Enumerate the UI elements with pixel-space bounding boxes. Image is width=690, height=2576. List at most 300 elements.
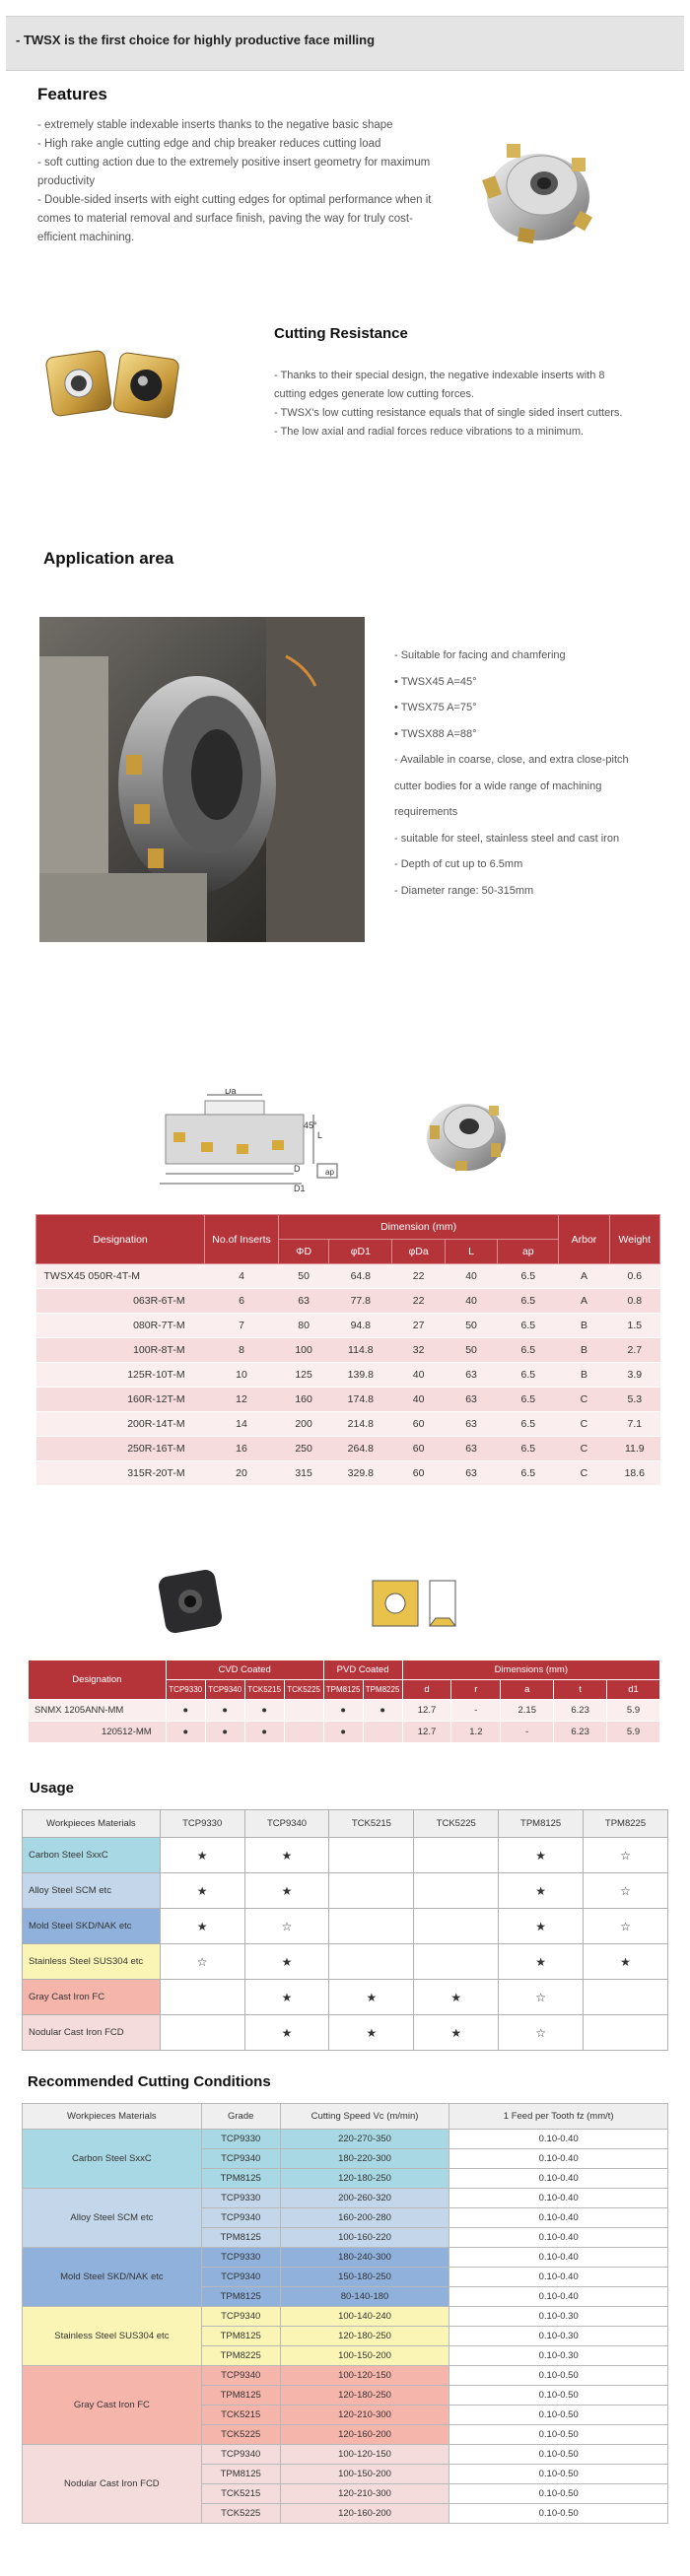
grade-mark: ● [205, 1722, 244, 1743]
grade-mark: ● [363, 1700, 402, 1722]
conditions-material: Nodular Cast Iron FCD [23, 2445, 202, 2524]
milling-cutter-image [461, 118, 609, 256]
table-row [23, 2445, 668, 2465]
usage-mark: ☆ [584, 1838, 668, 1873]
cell-d1: 329.8 [329, 1461, 392, 1486]
conditions-speed: 120-160-200 [280, 2425, 449, 2445]
cell-arbor: C [559, 1388, 609, 1412]
cell-d: 100 [278, 1338, 328, 1363]
resistance-text [274, 367, 668, 441]
cell-da: 40 [392, 1388, 445, 1412]
cell-dim: 6.23 [554, 1722, 607, 1743]
cell-d1: 139.8 [329, 1363, 392, 1388]
conditions-feed: 0.10-0.50 [449, 2504, 668, 2524]
col-inserts: No.of Inserts [205, 1215, 279, 1264]
usage-material: Nodular Cast Iron FCD [23, 2015, 161, 2051]
conditions-feed: 0.10-0.50 [449, 2445, 668, 2465]
usage-mark [160, 2015, 244, 2051]
cell-d1: 174.8 [329, 1388, 392, 1412]
usage-mark [584, 2015, 668, 2051]
cell-l: 63 [445, 1363, 497, 1388]
usage-mark: ★ [414, 1980, 499, 2015]
col-designation: Designation [36, 1215, 205, 1264]
cell-dim: - [501, 1722, 554, 1743]
cell-n: 7 [205, 1314, 279, 1338]
cell-l: 63 [445, 1388, 497, 1412]
conditions-title: Recommended Cutting Conditions [28, 2073, 271, 2090]
cell-dim: - [451, 1700, 501, 1722]
conditions-feed: 0.10-0.30 [449, 2307, 668, 2327]
features-line: efficient machining. [37, 232, 135, 243]
conditions-speed: 100-120-150 [280, 2366, 449, 2386]
conditions-grade: TCP9340 [201, 2445, 280, 2465]
conditions-feed: 0.10-0.50 [449, 2484, 668, 2504]
grade-mark [363, 1722, 402, 1743]
table-row [23, 2307, 668, 2327]
conditions-speed: 180-240-300 [280, 2248, 449, 2268]
usage-mark: ★ [584, 1944, 668, 1980]
grade-header: TCK5225 [284, 1680, 323, 1700]
application-line: • TWSX45 A=45° [394, 675, 477, 688]
cell-l: 40 [445, 1264, 497, 1289]
usage-table [22, 1809, 668, 2051]
conditions-grade: TCP9340 [201, 2366, 280, 2386]
cell-arbor: B [559, 1363, 609, 1388]
usage-mark [414, 1838, 499, 1873]
dim-header: t [554, 1680, 607, 1700]
insert-col-cvd: CVD Coated [166, 1661, 323, 1680]
conditions-speed: 220-270-350 [280, 2130, 449, 2149]
col-d1: φD1 [329, 1240, 392, 1264]
conditions-material: Mold Steel SKD/NAK etc [23, 2248, 202, 2307]
conditions-speed: 150-180-250 [280, 2268, 449, 2287]
grade-mark [284, 1722, 323, 1743]
usage-mark: ★ [499, 1838, 584, 1873]
usage-mark: ★ [160, 1838, 244, 1873]
conditions-feed: 0.10-0.40 [449, 2228, 668, 2248]
conditions-speed: 100-120-150 [280, 2445, 449, 2465]
table-row [23, 1873, 668, 1909]
usage-material: Stainless Steel SUS304 etc [23, 1944, 161, 1980]
conditions-header: Grade [201, 2104, 280, 2130]
diagram-d1-label: D1 [294, 1184, 306, 1193]
diagram-l-label: L [317, 1130, 323, 1140]
conditions-grade: TCP9330 [201, 2189, 280, 2208]
conditions-material: Alloy Steel SCM etc [23, 2189, 202, 2248]
cell-d: 63 [278, 1289, 328, 1314]
cell-w: 7.1 [609, 1412, 659, 1437]
conditions-feed: 0.10-0.50 [449, 2425, 668, 2445]
table-row [36, 1388, 660, 1412]
cell-w: 2.7 [609, 1338, 659, 1363]
col-da: φDa [392, 1240, 445, 1264]
application-line: - suitable for steel, stainless steel and cast iron [394, 832, 620, 845]
cell-arbor: C [559, 1437, 609, 1461]
usage-mark: ★ [329, 1980, 414, 2015]
usage-material: Alloy Steel SCM etc [23, 1873, 161, 1909]
conditions-material: Stainless Steel SUS304 etc [23, 2307, 202, 2366]
cell-d1: 64.8 [329, 1264, 392, 1289]
insert-drawing [367, 1573, 475, 1636]
application-line: cutter bodies for a wide range of machining [394, 780, 602, 792]
application-line: • TWSX75 A=75° [394, 702, 477, 713]
cell-ap: 6.5 [498, 1412, 559, 1437]
insert-table [28, 1660, 660, 1743]
cell-name: 125R-10T-M [36, 1363, 205, 1388]
cell-n: 6 [205, 1289, 279, 1314]
application-line: requirements [394, 806, 458, 818]
insert-photo [156, 1567, 225, 1636]
conditions-speed: 120-180-250 [280, 2386, 449, 2406]
conditions-grade: TCK5215 [201, 2484, 280, 2504]
cell-n: 10 [205, 1363, 279, 1388]
cell-n: 12 [205, 1388, 279, 1412]
conditions-feed: 0.10-0.40 [449, 2248, 668, 2268]
cell-arbor: A [559, 1289, 609, 1314]
cell-dim: 12.7 [402, 1700, 451, 1722]
usage-mark [329, 1909, 414, 1944]
cell-w: 0.8 [609, 1289, 659, 1314]
conditions-grade: TPM8125 [201, 2327, 280, 2346]
features-line: - soft cutting action due to the extremely positive insert geometry for maximum [37, 157, 431, 169]
conditions-grade: TPM8125 [201, 2386, 280, 2406]
dim-header: d [402, 1680, 451, 1700]
cell-n: 14 [205, 1412, 279, 1437]
conditions-feed: 0.10-0.40 [449, 2169, 668, 2189]
cell-n: 20 [205, 1461, 279, 1486]
conditions-feed: 0.10-0.40 [449, 2268, 668, 2287]
usage-mark: ★ [244, 1980, 329, 2015]
table-row [23, 2015, 668, 2051]
table-row [23, 2130, 668, 2149]
cell-ap: 6.5 [498, 1437, 559, 1461]
usage-mark: ★ [499, 1873, 584, 1909]
dim-header: r [451, 1680, 501, 1700]
conditions-feed: 0.10-0.50 [449, 2465, 668, 2484]
cell-arbor: C [559, 1461, 609, 1486]
diagram-da-label: Da [225, 1089, 237, 1096]
cell-d: 160 [278, 1388, 328, 1412]
conditions-grade: TCK5225 [201, 2425, 280, 2445]
cell-name: 063R-6T-M [36, 1289, 205, 1314]
features-text [37, 116, 451, 247]
usage-material: Carbon Steel SxxC [23, 1838, 161, 1873]
cell-d: 250 [278, 1437, 328, 1461]
conditions-grade: TCP9330 [201, 2130, 280, 2149]
machining-photo [39, 617, 365, 942]
cell-da: 40 [392, 1363, 445, 1388]
usage-mark: ★ [244, 1873, 329, 1909]
cell-n: 8 [205, 1338, 279, 1363]
conditions-material: Gray Cast Iron FC [23, 2366, 202, 2445]
conditions-speed: 180-220-300 [280, 2149, 449, 2169]
diagram-ap-label: ap [325, 1168, 334, 1177]
cell-w: 1.5 [609, 1314, 659, 1338]
usage-mark: ★ [499, 1944, 584, 1980]
cell-ap: 6.5 [498, 1264, 559, 1289]
usage-material: Mold Steel SKD/NAK etc [23, 1909, 161, 1944]
grade-header: TCP9330 [166, 1680, 205, 1700]
application-line: • TWSX88 A=88° [394, 727, 477, 740]
cell-dim: 12.7 [402, 1722, 451, 1743]
table-row [36, 1264, 660, 1289]
conditions-speed: 100-150-200 [280, 2465, 449, 2484]
table-row [23, 2189, 668, 2208]
cell-dim: 5.9 [607, 1722, 660, 1743]
usage-mark [414, 1873, 499, 1909]
grade-mark: ● [323, 1700, 363, 1722]
cell-w: 5.3 [609, 1388, 659, 1412]
inserts-image [39, 340, 187, 434]
conditions-grade: TPM8125 [201, 2287, 280, 2307]
header-title: - TWSX is the first choice for highly productive face milling [16, 33, 376, 47]
cell-l: 63 [445, 1461, 497, 1486]
cell-ap: 6.5 [498, 1388, 559, 1412]
table-row [36, 1314, 660, 1338]
conditions-speed: 120-210-300 [280, 2406, 449, 2425]
cell-w: 11.9 [609, 1437, 659, 1461]
usage-mark [414, 1944, 499, 1980]
grade-mark [284, 1700, 323, 1722]
table-row [23, 1944, 668, 1980]
resistance-line: cutting edges generate low cutting forces. [274, 388, 475, 400]
conditions-feed: 0.10-0.40 [449, 2208, 668, 2228]
cell-d: 125 [278, 1363, 328, 1388]
table-row [36, 1338, 660, 1363]
cell-n: 16 [205, 1437, 279, 1461]
cell-designation: SNMX 1205ANN-MM [29, 1700, 167, 1722]
col-ap: ap [498, 1240, 559, 1264]
header-bar [6, 16, 684, 71]
table-row [29, 1722, 660, 1743]
usage-mark: ☆ [584, 1873, 668, 1909]
features-line: - High rake angle cutting edge and chip breaker reduces cutting load [37, 138, 381, 150]
cutter-image-2 [412, 1082, 520, 1181]
table-row [23, 2248, 668, 2268]
conditions-speed: 120-180-250 [280, 2169, 449, 2189]
cell-l: 63 [445, 1437, 497, 1461]
usage-mark: ★ [244, 2015, 329, 2051]
application-line: - Available in coarse, close, and extra close-pitch [394, 754, 629, 766]
diagram-d-label: D [294, 1164, 301, 1174]
usage-mark: ★ [160, 1873, 244, 1909]
cell-name: TWSX45 050R-4T-M [36, 1264, 205, 1289]
resistance-title: Cutting Resistance [274, 325, 408, 342]
col-l: L [445, 1240, 497, 1264]
application-title: Application area [43, 549, 174, 568]
cell-name: 200R-14T-M [36, 1412, 205, 1437]
usage-mark: ★ [329, 2015, 414, 2051]
table-row [36, 1412, 660, 1437]
conditions-speed: 120-180-250 [280, 2327, 449, 2346]
cell-d1: 214.8 [329, 1412, 392, 1437]
features-line: comes to material removal and surface finish, paving the way for truly cost- [37, 213, 413, 225]
insert-col-designation: Designation [29, 1661, 167, 1700]
cell-arbor: B [559, 1338, 609, 1363]
usage-mark: ☆ [499, 2015, 584, 2051]
usage-header: TCK5225 [414, 1810, 499, 1838]
usage-mark: ☆ [160, 1944, 244, 1980]
usage-header: Workpieces Materials [23, 1810, 161, 1838]
cell-da: 22 [392, 1289, 445, 1314]
grade-mark: ● [323, 1722, 363, 1743]
application-line: - Diameter range: 50-315mm [394, 884, 534, 897]
col-arbor: Arbor [559, 1215, 609, 1264]
grade-header: TCK5215 [244, 1680, 284, 1700]
cell-w: 3.9 [609, 1363, 659, 1388]
cell-name: 080R-7T-M [36, 1314, 205, 1338]
conditions-speed: 100-160-220 [280, 2228, 449, 2248]
application-line: - Depth of cut up to 6.5mm [394, 858, 523, 870]
usage-mark: ★ [244, 1838, 329, 1873]
conditions-speed: 100-140-240 [280, 2307, 449, 2327]
conditions-grade: TCP9340 [201, 2149, 280, 2169]
conditions-grade: TCK5225 [201, 2504, 280, 2524]
usage-header: TCK5215 [329, 1810, 414, 1838]
conditions-grade: TCP9340 [201, 2307, 280, 2327]
cell-name: 315R-20T-M [36, 1461, 205, 1486]
conditions-grade: TCK5215 [201, 2406, 280, 2425]
grade-mark: ● [205, 1700, 244, 1722]
col-dimension: Dimension (mm) [278, 1215, 558, 1240]
cell-name: 100R-8T-M [36, 1338, 205, 1363]
usage-mark: ★ [499, 1909, 584, 1944]
cell-dim: 2.15 [501, 1700, 554, 1722]
diagram-angle-label: 45° [304, 1120, 317, 1130]
insert-col-pvd: PVD Coated [323, 1661, 402, 1680]
grade-mark: ● [244, 1722, 284, 1743]
usage-material: Gray Cast Iron FC [23, 1980, 161, 2015]
application-text [394, 643, 680, 904]
cell-w: 0.6 [609, 1264, 659, 1289]
conditions-speed: 120-160-200 [280, 2504, 449, 2524]
cutter-dimensions-table [35, 1214, 660, 1486]
features-line: productivity [37, 175, 96, 187]
conditions-feed: 0.10-0.30 [449, 2327, 668, 2346]
grade-header: TPM8125 [323, 1680, 363, 1700]
grade-mark: ● [166, 1700, 205, 1722]
cell-d1: 114.8 [329, 1338, 392, 1363]
conditions-feed: 0.10-0.40 [449, 2287, 668, 2307]
cell-arbor: A [559, 1264, 609, 1289]
resistance-line: - TWSX's low cutting resistance equals that of single sided insert cutters. [274, 407, 623, 419]
cell-d: 80 [278, 1314, 328, 1338]
conditions-header: 1 Feed per Tooth fz (mm/t) [449, 2104, 668, 2130]
usage-mark [584, 1980, 668, 2015]
usage-mark: ☆ [499, 1980, 584, 2015]
conditions-grade: TPM8225 [201, 2346, 280, 2366]
usage-header: TPM8125 [499, 1810, 584, 1838]
conditions-grade: TPM8125 [201, 2228, 280, 2248]
dim-header: d1 [607, 1680, 660, 1700]
cell-da: 60 [392, 1412, 445, 1437]
usage-mark: ☆ [584, 1909, 668, 1944]
grade-header: TCP9340 [205, 1680, 244, 1700]
cell-d1: 94.8 [329, 1314, 392, 1338]
cell-ap: 6.5 [498, 1461, 559, 1486]
cell-da: 60 [392, 1461, 445, 1486]
cell-l: 63 [445, 1412, 497, 1437]
table-row [36, 1461, 660, 1486]
conditions-grade: TPM8125 [201, 2465, 280, 2484]
conditions-grade: TCP9340 [201, 2208, 280, 2228]
usage-mark [329, 1838, 414, 1873]
cell-l: 50 [445, 1338, 497, 1363]
conditions-table [22, 2103, 668, 2524]
cell-designation: 120512-MM [29, 1722, 167, 1743]
insert-col-dims: Dimensions (mm) [402, 1661, 659, 1680]
cell-d1: 77.8 [329, 1289, 392, 1314]
conditions-speed: 100-150-200 [280, 2346, 449, 2366]
cell-name: 250R-16T-M [36, 1437, 205, 1461]
cell-arbor: B [559, 1314, 609, 1338]
conditions-speed: 200-260-320 [280, 2189, 449, 2208]
usage-mark [329, 1873, 414, 1909]
application-line: - Suitable for facing and chamfering [394, 649, 566, 661]
usage-mark [160, 1980, 244, 2015]
conditions-header: Workpieces Materials [23, 2104, 202, 2130]
col-d: ΦD [278, 1240, 328, 1264]
conditions-speed: 160-200-280 [280, 2208, 449, 2228]
cell-ap: 6.5 [498, 1314, 559, 1338]
conditions-speed: 120-210-300 [280, 2484, 449, 2504]
conditions-speed: 80-140-180 [280, 2287, 449, 2307]
conditions-feed: 0.10-0.50 [449, 2406, 668, 2425]
cell-dim: 1.2 [451, 1722, 501, 1743]
cell-d: 315 [278, 1461, 328, 1486]
table-row [36, 1363, 660, 1388]
cell-w: 18.6 [609, 1461, 659, 1486]
usage-mark: ★ [414, 2015, 499, 2051]
cell-d1: 264.8 [329, 1437, 392, 1461]
cell-n: 4 [205, 1264, 279, 1289]
cell-da: 60 [392, 1437, 445, 1461]
cell-ap: 6.5 [498, 1289, 559, 1314]
cutter-dimension-diagram [146, 1089, 363, 1197]
conditions-feed: 0.10-0.50 [449, 2366, 668, 2386]
conditions-header: Cutting Speed Vc (m/min) [280, 2104, 449, 2130]
resistance-line: - The low axial and radial forces reduce vibrations to a minimum. [274, 426, 585, 438]
conditions-grade: TCP9330 [201, 2248, 280, 2268]
usage-title: Usage [30, 1780, 75, 1796]
cell-l: 50 [445, 1314, 497, 1338]
usage-header: TCP9330 [160, 1810, 244, 1838]
cell-ap: 6.5 [498, 1338, 559, 1363]
features-title: Features [37, 85, 107, 103]
cell-dim: 5.9 [607, 1700, 660, 1722]
table-row [23, 1838, 668, 1873]
dim-header: a [501, 1680, 554, 1700]
grade-mark: ● [166, 1722, 205, 1743]
cell-da: 22 [392, 1264, 445, 1289]
table-row [23, 1909, 668, 1944]
cell-da: 32 [392, 1338, 445, 1363]
usage-mark [329, 1944, 414, 1980]
cell-name: 160R-12T-M [36, 1388, 205, 1412]
cell-da: 27 [392, 1314, 445, 1338]
cell-ap: 6.5 [498, 1363, 559, 1388]
cell-l: 40 [445, 1289, 497, 1314]
conditions-feed: 0.10-0.30 [449, 2346, 668, 2366]
grade-header: TPM8225 [363, 1680, 402, 1700]
usage-header: TPM8225 [584, 1810, 668, 1838]
cell-d: 50 [278, 1264, 328, 1289]
col-weight: Weight [609, 1215, 659, 1264]
resistance-line: - Thanks to their special design, the negative indexable inserts with 8 [274, 370, 605, 381]
conditions-feed: 0.10-0.40 [449, 2130, 668, 2149]
conditions-grade: TCP9340 [201, 2268, 280, 2287]
grade-mark: ● [244, 1700, 284, 1722]
